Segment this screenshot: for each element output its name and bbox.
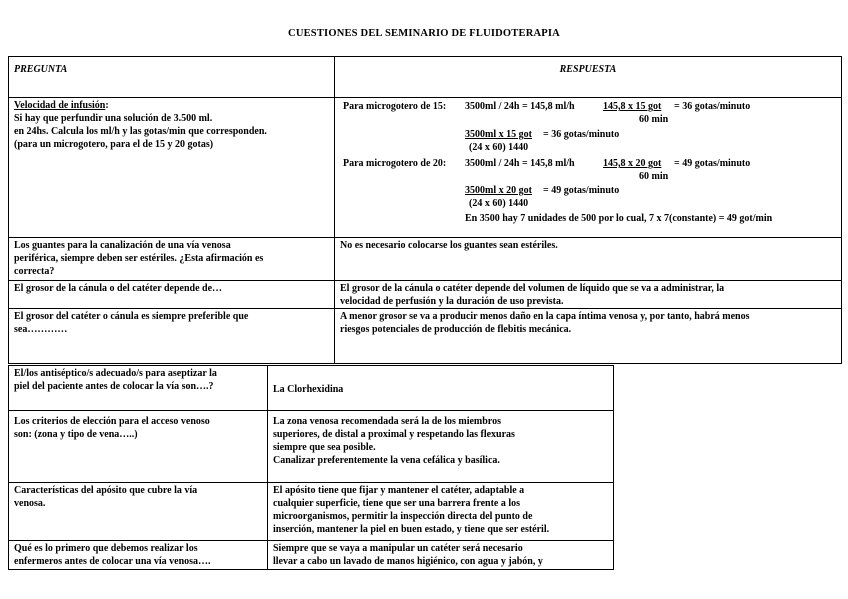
question-line: son: (zona y tipo de vena…..) <box>14 429 138 440</box>
question-line: piel del paciente antes de colocar la vía son….? <box>14 381 214 392</box>
fraction-20-result: = 49 gotas/minuto <box>674 158 751 169</box>
answer-header: RESPUESTA <box>559 64 617 75</box>
question-cell-gloves <box>8 237 334 280</box>
fraction-20-numerator: 145,8 x 20 got <box>603 158 662 169</box>
document-title: CUESTIONES DEL SEMINARIO DE FLUIDOTERAPIA <box>288 28 560 39</box>
question-line: Los criterios de elección para el acceso venoso <box>14 416 210 427</box>
question-header-cell <box>8 56 334 97</box>
answer-line: La zona venosa recomendada será la de los miembros <box>273 416 501 427</box>
answer-cell-vein-criteria <box>267 410 614 482</box>
question-line: Si hay que perfundir una solución de 3.500 ml. <box>14 113 213 124</box>
question-line: Los guantes para la canalización de una vía venosa <box>14 240 231 251</box>
answer-line: inserción, mantener la piel en buen estado, y tiene que ser estéril. <box>273 524 550 535</box>
constant-note: En 3500 hay 7 unidades de 500 por lo cual, 7 x 7(constante) = 49 got/min <box>465 213 773 224</box>
answer-line: velocidad de perfusión y la duración de uso prevista. <box>340 296 564 307</box>
question-line: venosa. <box>14 498 46 509</box>
question-cell-dressing <box>8 482 267 540</box>
fraction-15-denominator: 60 min <box>639 114 669 125</box>
answer-cell-cannula-size <box>334 280 842 308</box>
alt-15-numerator: 3500ml x 15 got <box>465 129 532 140</box>
heading-colon: : <box>105 100 109 111</box>
alt-20-numerator: 3500ml x 20 got <box>465 185 532 196</box>
alt-15-result: = 36 gotas/minuto <box>543 129 620 140</box>
answer-cell-catheter-preference <box>334 308 842 364</box>
question-cell-catheter-preference <box>8 308 334 364</box>
fraction-20-denominator: 60 min <box>639 171 669 182</box>
question-line: enfermeros antes de colocar una vía venosa…. <box>14 556 211 567</box>
answer-line: llevar a cabo un lavado de manos higiénico, con agua y jabón, y <box>273 556 543 567</box>
answer-line: siempre que sea posible. <box>273 442 376 453</box>
question-line: El grosor de la cánula o del catéter depende de… <box>14 283 223 294</box>
question-line: sea………… <box>14 324 68 335</box>
answer-cell-antiseptic <box>267 365 614 410</box>
question-cell-first-step <box>8 540 267 570</box>
label-microdrip-15: Para microgotero de 15: <box>343 101 447 112</box>
alt-20-result: = 49 gotas/minuto <box>543 185 620 196</box>
answer-line: riesgos potenciales de producción de flebitis mecánica. <box>340 324 572 335</box>
label-microdrip-20: Para microgotero de 20: <box>343 158 447 169</box>
question-cell-infusion <box>8 97 334 237</box>
answer-cell-gloves <box>334 237 842 280</box>
question-line: El grosor del catéter o cánula es siempre preferible que <box>14 311 249 322</box>
alt-20-denominator: (24 x 60) 1440 <box>469 198 529 209</box>
question-line: Características del apósito que cubre la vía <box>14 485 198 496</box>
answer-line: superiores, de distal a proximal y respetando las flexuras <box>273 429 515 440</box>
question-line: periférica, siempre deben ser estériles. ¿Esta afirmación es <box>14 253 264 264</box>
question-line: (para un microgotero, para el de 15 y 20 gotas) <box>14 139 214 150</box>
question-cell-cannula-size <box>8 280 334 308</box>
answer-line: No es necesario colocarse los guantes sean estériles. <box>340 240 558 251</box>
alt-15-denominator: (24 x 60) 1440 <box>469 142 529 153</box>
answer-line: microorganismos, permitir la inspección directa del punto de <box>273 511 533 522</box>
question-line: correcta? <box>14 266 55 277</box>
question-line: El/los antiséptico/s adecuado/s para aseptizar la <box>14 368 217 379</box>
answer-header-cell <box>334 56 842 97</box>
answer-line: El grosor de la cánula o catéter depende del volumen de líquido que se va a administrar, la <box>340 283 725 294</box>
answer-cell-dressing <box>267 482 614 540</box>
answer-line: A menor grosor se va a producir menos daño en la capa íntima venosa y, por tanto, habrá menos <box>340 311 750 322</box>
calc-15: 3500ml / 24h = 145,8 ml/h <box>465 101 575 112</box>
answer-line: Canalizar preferentemente la vena cefálica y basílica. <box>273 455 500 466</box>
question-heading: Velocidad de infusión <box>14 100 106 111</box>
fraction-15-result: = 36 gotas/minuto <box>674 101 751 112</box>
question-line: en 24hs. Calcula los ml/h y las gotas/min que corresponden. <box>14 126 267 137</box>
question-line: Qué es lo primero que debemos realizar los <box>14 543 198 554</box>
answer-cell-first-step <box>267 540 614 570</box>
answer-line: cualquier superficie, tiene que ser una barrera frente a los <box>273 498 521 509</box>
question-cell-antiseptic <box>8 365 267 410</box>
answer-line: El apósito tiene que fijar y mantener el catéter, adaptable a <box>273 485 525 496</box>
answer-cell-infusion <box>334 97 842 237</box>
question-cell-vein-criteria <box>8 410 267 482</box>
calc-20: 3500ml / 24h = 145,8 ml/h <box>465 158 575 169</box>
answer-line: Siempre que se vaya a manipular un catéter será necesario <box>273 543 523 554</box>
question-header: PREGUNTA <box>14 64 68 75</box>
fraction-15-numerator: 145,8 x 15 got <box>603 101 662 112</box>
answer-line: La Clorhexidina <box>273 384 344 395</box>
